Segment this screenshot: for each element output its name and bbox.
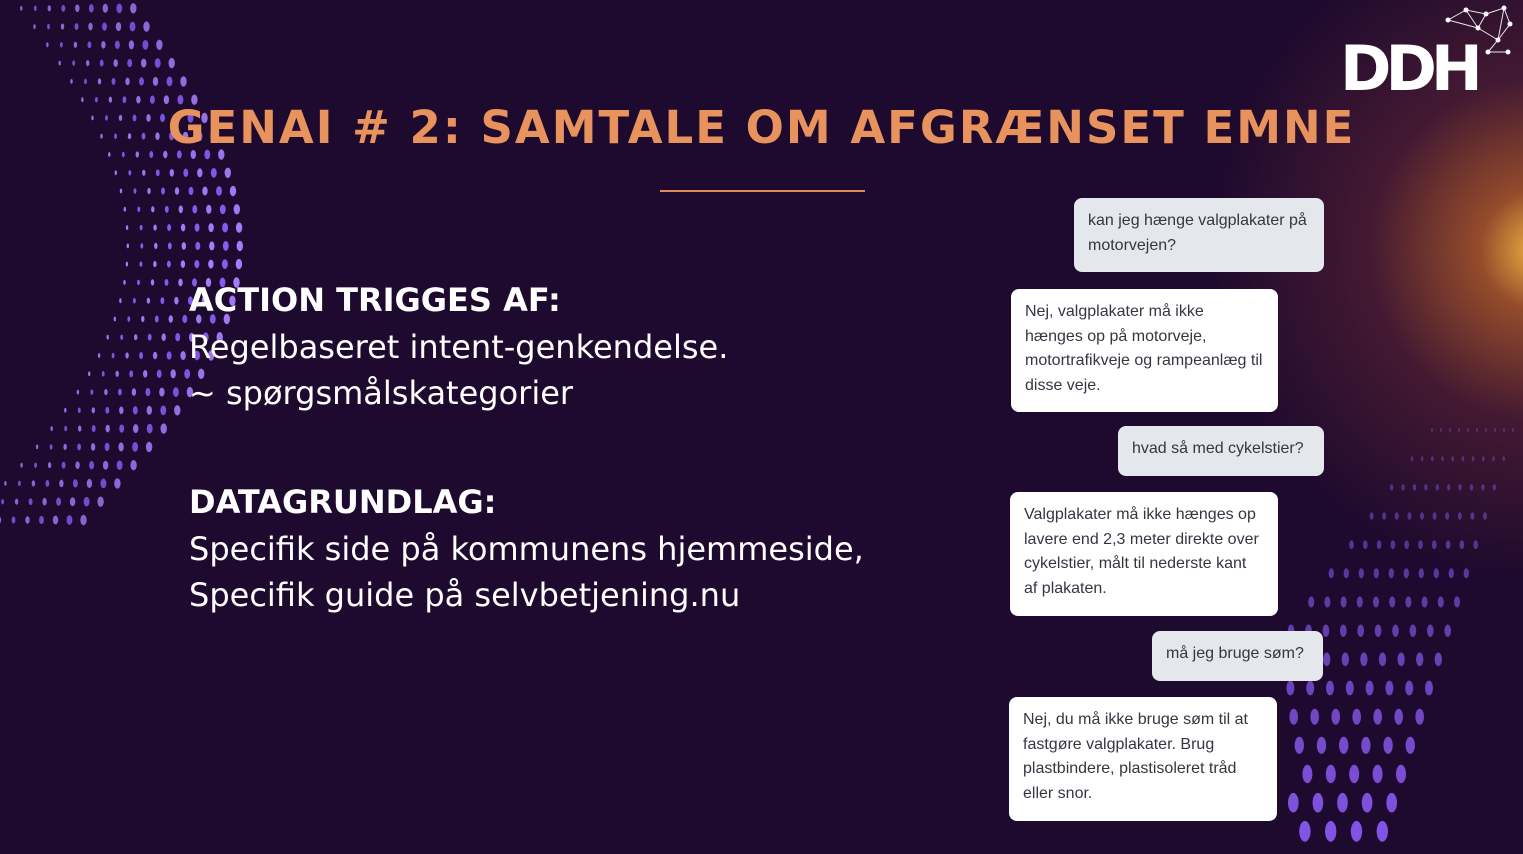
section-text-action-line-1: Regelbaseret intent-genkendelse.	[189, 328, 729, 366]
chat-message-bot: Nej, du må ikke bruge søm til at fastgøre valgplakater. Brug plastbindere, plastisoleret tråd eller snor.	[1009, 697, 1277, 821]
section-text-datagrundlag-line-2: Specifik guide på selvbetjening.nu	[189, 576, 741, 614]
chat-message-user: kan jeg hænge valgplakater på motorvejen?	[1074, 198, 1324, 272]
slide-title: GENAI # 2: SAMTALE OM AFGRÆNSET EMNE	[167, 101, 1356, 154]
chat-message-user: må jeg bruge søm?	[1152, 631, 1323, 681]
section-text-datagrundlag-line-1: Specifik side på kommunens hjemmeside,	[189, 530, 864, 568]
section-text-action-line-2: ~ spørgsmålskategorier	[189, 374, 574, 412]
title-divider	[660, 190, 865, 192]
section-heading-datagrundlag: DATAGRUNDLAG:	[189, 483, 497, 521]
chat-message-bot: Nej, valgplakater må ikke hænges op på motorveje, motortrafikveje og rampeanlæg til disse veje.	[1011, 289, 1278, 412]
chat-message-bot: Valgplakater må ikke hænges op lavere end 2,3 meter direkte over cykelstier, målt til nederste kant af plakaten.	[1010, 492, 1278, 616]
dotted-wave-decoration-left	[0, 0, 260, 540]
chat-message-user: hvad så med cykelstier?	[1118, 426, 1324, 476]
ddh-logo: DDH	[1340, 32, 1477, 105]
section-heading-action: ACTION TRIGGES AF:	[189, 281, 561, 319]
